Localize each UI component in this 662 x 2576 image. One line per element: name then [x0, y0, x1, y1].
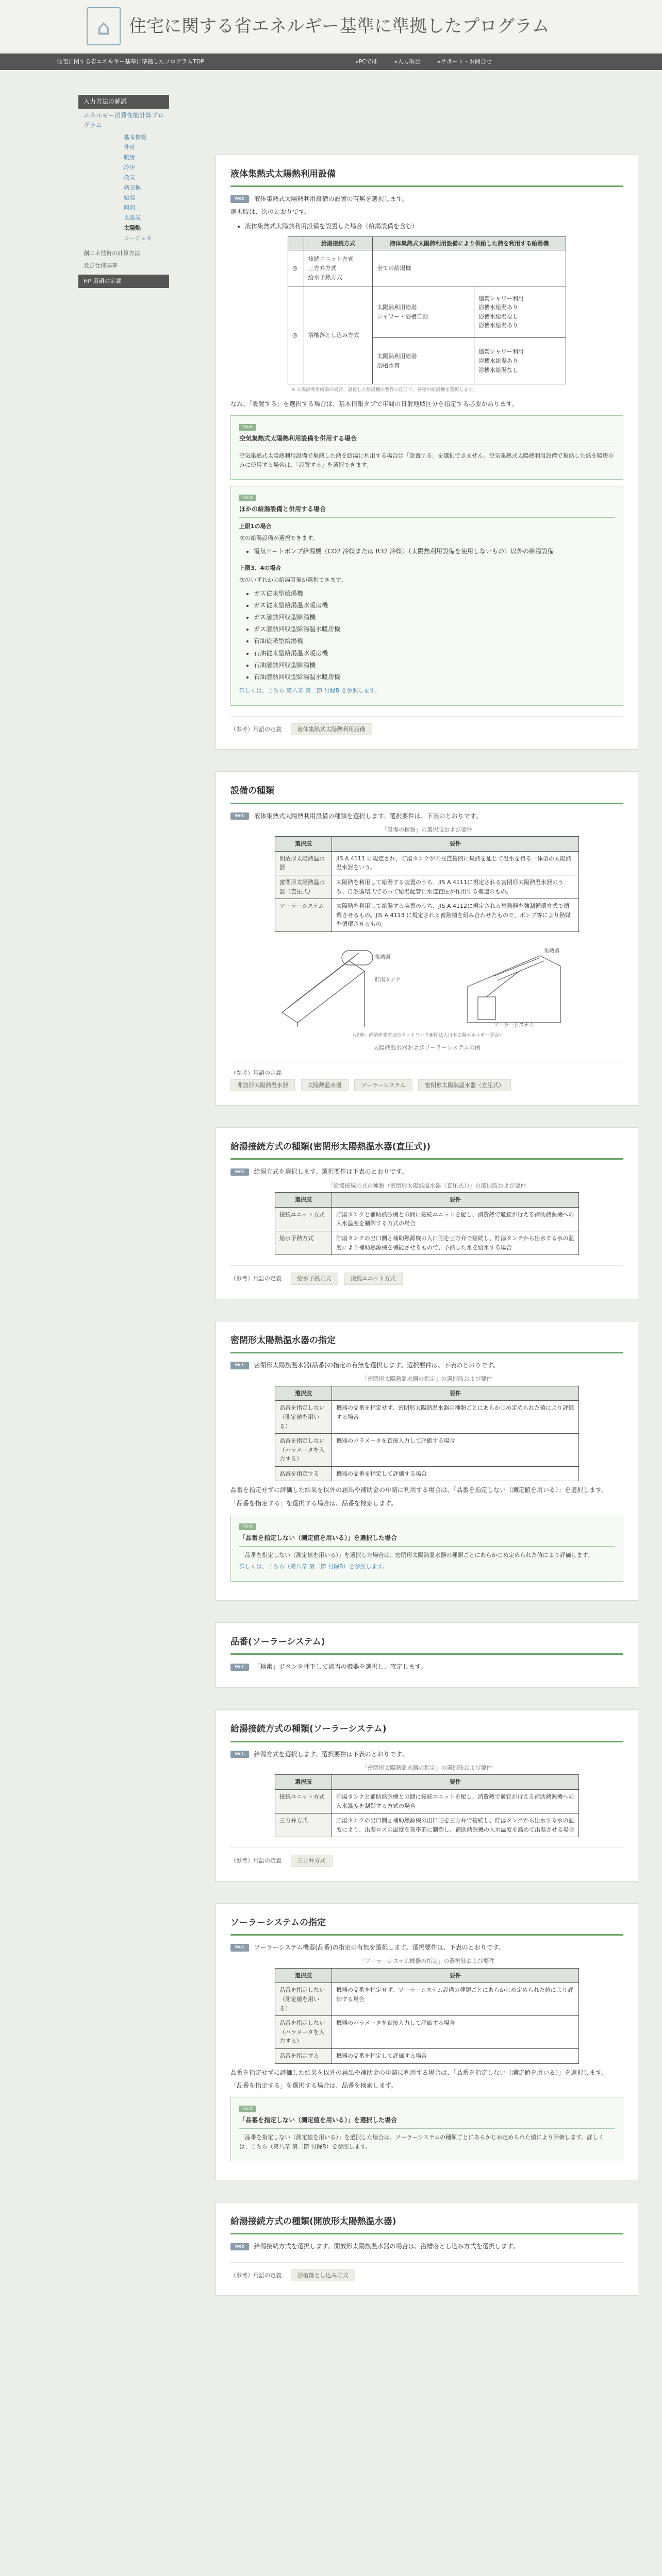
table-caption: 「密閉形太陽熱温水器の指定」の選択肢および要件: [361, 1764, 492, 1771]
text: 「品番を指定する」を選択する場合は、品番を検索します。: [230, 2081, 398, 2089]
table-cell: 品番を指定しない（パラメータを入力する）: [275, 2016, 332, 2049]
web-tag: Web: [230, 1362, 249, 1369]
table-header: 選択肢: [275, 1386, 332, 1401]
table-cell: 浴槽落とし込み方式: [304, 286, 373, 384]
list-item: • ガス従来型給湯機: [254, 589, 615, 599]
text: 液体集熱式太陽熱利用設備の種類を選択します。選択要件は、下表のとおりです。: [254, 812, 482, 820]
glossary-ref: [230, 2262, 623, 2283]
glossary-ref: [230, 716, 623, 737]
point-tag: Point: [239, 1523, 256, 1530]
point-text: 空気集熱式太陽熱利用設備で集熱した熱を給湯に利用する場合は「設置する」を選択できません。空気集熱式太陽熱利用設備で集熱した熱を暖房のみに使用する場合は、「設置する」を選択できます。: [239, 452, 614, 468]
bullet-item: • 液体集熱式太陽熱利用設備を設置した場合（給湯設備を含む）: [245, 222, 623, 231]
table-header: 要件: [332, 1193, 579, 1208]
text: 給湯方式を選択します。選択要件は下表のとおりです。: [254, 1750, 408, 1758]
solar-diagram: [251, 940, 603, 1028]
point-box-air-solar: [230, 415, 623, 480]
table-row: [275, 1814, 579, 1837]
text: 給湯接続方式を選択します。開放形太陽熱温水器の場合は、浴槽落とし込み方式を選択します。: [254, 2243, 519, 2250]
text: 「品番を指定する」を選択する場合は、品番を検索します。: [230, 1499, 398, 1507]
glossary-ref: [230, 1848, 623, 1869]
text: ソーラーシステム機器(品番)の指定の有無を選択します。選択要件は、下表のとおりです。: [254, 1944, 505, 1952]
table-row: [275, 899, 579, 932]
section-title: 給湯接続方式の種類(開放形太陽熱温水器): [230, 2215, 623, 2234]
sidebar-item-hot-water[interactable]: 給湯: [124, 194, 135, 201]
list-item: • ガス従来型給湯温水暖房機: [254, 601, 615, 611]
list-item: • ガス潜熱回収型給湯機: [254, 613, 615, 622]
table-cell: 太陽熱を利用して給湯する装置のうち、JIS A 4112に規定される集熱器を強制循環方式で循環させるもの。JIS A 4113 に規定される蓄熱槽を組み合わせたもので、ポンプ等により熱媒を循環させるもの。: [332, 899, 579, 932]
table-cell: 貯湯タンクと補助熱源機との間に接続ユニットを配し、消費熱で適宜が行える補助熱源機への入水温度を制御する方式の場合: [332, 1789, 579, 1813]
sidebar-item-creation[interactable]: 創エネ技術の計算方法: [84, 250, 140, 257]
list-item: • ガス潜熱回収型給湯温水暖房機: [254, 624, 615, 634]
glossary-ref: [230, 1063, 623, 1093]
table-header: 選択肢: [275, 837, 332, 852]
sidebar-item-program[interactable]: エネルギー消費性能計算プログラム: [84, 112, 164, 129]
text: 品番を指定せずに評価した結果を以外の届出や補助金の申請に利用する場合は、「品番を指定しない（測定値を用いる）」を選択します。: [230, 1486, 608, 1494]
point-text: 次の給湯設備が選択できます。: [239, 534, 319, 541]
table-row: [288, 286, 566, 338]
section-equipment-type: [216, 771, 638, 1106]
section-sealed-spec: [216, 1321, 638, 1601]
table-cell: 三方弁方式: [275, 1814, 332, 1837]
table-row: [275, 1789, 579, 1813]
section-connection-solar-system: [216, 1709, 638, 1882]
list-item: • 石油従来型給湯機: [254, 636, 615, 646]
web-tag: Web: [230, 1751, 249, 1758]
text: 液体集熱式太陽熱利用設備の設置の有無を選択します。: [254, 195, 408, 203]
house-icon[interactable]: ⌂: [87, 7, 121, 45]
section-title: ソーラーシステムの指定: [230, 1916, 623, 1936]
point-text: 「品番を指定しない（測定値を用いる）」を選択した場合は、ソーラーシステムの種類ごとにあらかじめ定められた値により評価します。詳しくは、こちら（第八章 第二節 付録B）を参照します。: [239, 2134, 604, 2150]
table-caption: 「設備の種類」の選択肢および要件: [382, 826, 472, 833]
table-cell: 太陽熱利用給湯 浴槽水有: [373, 338, 474, 384]
main-content: [216, 155, 638, 2317]
section-title: 密閉形太陽熱温水器の指定: [230, 1334, 623, 1353]
point-tag: Point: [239, 495, 256, 501]
web-tag: Web: [230, 812, 249, 820]
table-cell: 接続ユニット方式: [275, 1207, 332, 1231]
table-row: [275, 2016, 579, 2049]
point-subhead: 上限1の場合: [239, 523, 272, 530]
table-note: ※ 太陽熱利用給湯の場合、設置した給湯機の要件に応じて、各種の給湯機を選択します。: [291, 387, 477, 393]
sidebar-item-solar-thermal[interactable]: 太陽熱: [124, 224, 141, 231]
table-header: 要件: [332, 1775, 579, 1790]
sidebar-item-heating[interactable]: 暖房: [124, 154, 135, 161]
text: 給湯方式を選択します。選択要件は下表のとおりです。: [254, 1168, 408, 1176]
web-tag: Web: [230, 195, 249, 202]
web-tag: Web: [230, 1168, 249, 1176]
table-cell: 貯湯タンクと補助熱源機との間に接続ユニットを配し、消費熱で適宜が行える補助熱源機への入水温度を制御する方式の場合: [332, 1207, 579, 1231]
table-row: [275, 1466, 579, 1481]
text: 「検索」ボタンを押下して該当の機器を選択し、確定します。: [254, 1663, 427, 1671]
table-cell: 品番を指定しない（測定値を用いる）: [275, 1401, 332, 1434]
point-text: 次のいずれかの給湯設備が選択できます。: [239, 577, 347, 584]
sidebar-item-heat-exchange[interactable]: 熱交換: [124, 184, 141, 191]
table-cell: 太陽熱を利用して給湯する装置のうち、JIS A 4111に規定される密閉形太陽熱温水器のうち、自然循環式であって給湯配管に水道直圧が作用する構造のもの。: [332, 875, 579, 899]
glossary-chip[interactable]: 浴槽落とし込み方式: [291, 2269, 355, 2282]
section-liquid-solar: [216, 155, 638, 750]
list-item: • 石油潜熱回収型給湯温水暖房機: [254, 672, 615, 682]
detail-link[interactable]: 詳しくは、こちら（第八章 第二節 付録B）を参照します。: [239, 1563, 388, 1570]
nav-link-pc[interactable]: ▸ PCでは: [356, 57, 377, 66]
glossary-label: （参考）用語の定義: [230, 2272, 282, 2279]
table-cell: ソーラーシステム: [275, 899, 332, 932]
table-row: [275, 2049, 579, 2064]
table-cell: 太陽熱利用給湯 シャワー・浴槽自動: [373, 286, 474, 338]
sidebar-item-cooling[interactable]: 冷房: [124, 164, 135, 171]
diagram-source: （出典：経済産業省地方ネットワーク新団法人日本太陽エネルギー学会）: [350, 1033, 504, 1039]
table-cell: 追焚シャワー利用 浴槽水給湯あり 浴槽水給湯なし: [474, 338, 566, 384]
nav-site-link[interactable]: 住宅に関する省エネルギー基準に準拠したプログラムTOP: [57, 58, 204, 65]
table-caption: 「密閉形太陽熱温水器の指定」の選択肢および要件: [361, 1376, 492, 1383]
list-item: • 石油従来型給湯温水暖房機: [254, 649, 615, 658]
table-row: [275, 1983, 579, 2016]
table-cell: ◎: [288, 250, 304, 286]
table-row: [275, 1207, 579, 1231]
solar-diagram-illustration: [251, 940, 591, 1028]
section-connection-open: [216, 2202, 638, 2296]
table-cell: 貯湯タンクの出口側と補助熱源機の出口側を三方弁で接続し、貯湯タンクから出水する水の温度により、出湯ロスの温度を効率的に制御し、補助熱源機の入水温度を高めて出湯させる場合: [332, 1814, 579, 1837]
sidebar-item-envelope[interactable]: 外皮: [124, 144, 135, 151]
text: 密閉形太陽熱温水器(品番)の指定の有無を選択します。選択要件は、下表のとおりです。: [254, 1361, 500, 1369]
table-row: [275, 875, 579, 899]
table-cell: 密閉形太陽熱温水器（直圧式）: [275, 875, 332, 899]
point-title: 「品番を指定しない（測定値を用いる）」を選択した場合: [239, 2115, 615, 2129]
point-box-other-water-heater: [230, 486, 623, 706]
point-title: 「品番を指定しない（測定値を用いる）」を選択した場合: [239, 1533, 615, 1547]
section-title: 品番(ソーラーシステム): [230, 1635, 623, 1655]
table-caption: 「給湯接続方式の種類（密閉形太陽熱温水器（直圧式））」の選択肢および要件: [327, 1182, 526, 1189]
table-cell: 開放形太陽熱温水器: [275, 851, 332, 875]
point-text: 「品番を指定しない（測定値を用いる）」を選択した場合は、密閉形太陽熱温水器の種類ごとにあらかじめ定められた値により評価します。: [239, 1551, 593, 1558]
section-title: 給湯接続方式の種類(密閉形太陽熱温水器(直圧式)): [230, 1140, 623, 1160]
glossary-label: （参考）用語の定義: [230, 725, 282, 733]
table-header: 要件: [332, 1968, 579, 1983]
table-cell: ◎: [288, 286, 304, 384]
glossary-label: （参考）用語の定義: [230, 1857, 282, 1865]
glossary-chip[interactable]: 液体集熱式太陽熱利用設備: [291, 723, 372, 736]
glossary-chip[interactable]: 給水予熱方式: [291, 1273, 338, 1285]
nav-link-support[interactable]: ▸ サポート・お問合せ: [438, 57, 492, 66]
detail-link[interactable]: 詳しくは、こちら 第八章 第二節 付録B を参照します。: [239, 687, 380, 694]
section-title: 設備の種類: [230, 784, 623, 804]
nav-link-inputs[interactable]: ▸ 入力項目: [395, 57, 421, 66]
diagram-label: 集熱器: [544, 948, 559, 955]
top-nav: [0, 54, 662, 70]
glossary-chip[interactable]: 太陽熱温水器: [301, 1079, 349, 1092]
list-item: • 石油潜熱回収型給湯機: [254, 660, 615, 670]
glossary-chip[interactable]: 接続ユニット方式: [344, 1273, 403, 1285]
connection-table: [288, 236, 566, 385]
table-cell: 機器の品番を指定して評価する場合: [332, 2049, 579, 2064]
table-cell: 機器のパラメータを直接入力して評価する場合: [332, 2016, 579, 2049]
glossary-chip[interactable]: 密閉形太陽熱温水器（直圧式）: [418, 1079, 511, 1092]
section-solar-system-spec: [216, 1903, 638, 2180]
table-cell: 品番を指定しない（パラメータを入力する）: [275, 1434, 332, 1467]
sidebar-item-pv[interactable]: 太陽光: [124, 214, 141, 222]
text: 品番を指定せずに評価した結果を以外の届出や補助金の申請に利用する場合は、「品番を指定しない（測定値を用いる）」を選択します。: [230, 2069, 608, 2076]
table-cell: 貯湯タンクの出口側と補助熱源機の入口側を三方弁で接続し、貯湯タンクから出水する水の温度により補助熱源機を機能させるもので、予熱した水を給水する場合: [332, 1231, 579, 1255]
connection-type-table: [275, 1774, 579, 1837]
sidebar-item-spec[interactable]: 及び仕様基準: [84, 262, 118, 269]
table-row: [275, 851, 579, 875]
glossary-ref: [230, 1265, 623, 1286]
connection-type-table: [275, 1192, 579, 1255]
table-cell: 全ての給湯機: [373, 250, 566, 286]
point-box: [230, 1515, 623, 1582]
table-header: 選択肢: [275, 1775, 332, 1790]
diagram-label: 貯湯タンク: [375, 977, 401, 984]
table-header: 要件: [332, 1386, 579, 1401]
diagram-caption: 太陽熱温水器およびソーラーシステムの例: [373, 1044, 481, 1052]
point-subhead: 上限3、4の場合: [239, 565, 282, 572]
sidebar-item-cogeneration[interactable]: コージェネ: [124, 234, 152, 242]
glossary-chip[interactable]: 開放形太陽熱温水器: [230, 1079, 295, 1092]
sidebar-item-lighting[interactable]: 照明: [124, 204, 135, 211]
table-header: 給湯接続方式: [304, 236, 373, 250]
point-tag: Point: [239, 424, 256, 431]
point-tag: Point: [239, 2106, 256, 2112]
sidebar-item-basic[interactable]: 基本情報: [124, 133, 146, 141]
table-cell: 品番を指定する: [275, 2049, 332, 2064]
table-row: [275, 1231, 579, 1255]
table-cell: 機器のパラメータを直接入力して評価する場合: [332, 1434, 579, 1467]
section-solar-system-model: [216, 1622, 638, 1688]
web-tag: Web: [230, 2243, 249, 2250]
bullet-item: • 電気ヒートポンプ給湯機（CO2 冷媒または R32 冷媒）（太陽熱利用設備を使用しないもの）以外の給湯設備: [254, 547, 615, 556]
table-caption: 「ソーラーシステム機器の指定」の選択肢および要件: [359, 1958, 495, 1965]
site-title: 住宅に関する省エネルギー基準に準拠したプログラム: [129, 15, 550, 37]
table-row: [275, 1434, 579, 1467]
glossary-chip[interactable]: ソーラーシステム: [354, 1079, 412, 1092]
web-tag: Web: [230, 1944, 249, 1951]
table-cell: 給水予熱方式: [275, 1231, 332, 1255]
table-cell: JIS A 4111 に規定され、貯湯タンクが内在直接的に集熱を通じて温水を得る一体型の太陽熱温水器をいう。: [332, 851, 579, 875]
table-cell: 品番を指定する: [275, 1466, 332, 1481]
sidebar: [78, 95, 169, 288]
point-title: 空気集熱式太陽熱利用設備を併用する場合: [239, 434, 615, 447]
spec-table: [275, 1968, 579, 2064]
table-cell: 機器の品番を指定して評価する場合: [332, 1466, 579, 1481]
section-title: 給湯接続方式の種類(ソーラーシステム): [230, 1722, 623, 1742]
glossary-label: （参考）用語の定義: [230, 1070, 282, 1077]
point-title: ほかの給湯設備と併用する場合: [239, 504, 615, 518]
table-cell: 機器の品番を指定せず、密閉形太陽熱温水器の種類ごとにあらかじめ定められた値により評価する場合: [332, 1401, 579, 1434]
web-tag: Web: [230, 1664, 249, 1671]
spec-table: [275, 1386, 579, 1482]
equipment-type-table: [275, 836, 579, 932]
site-header: [0, 0, 662, 54]
table-header: 選択肢: [275, 1968, 332, 1983]
table-cell: 接続ユニット方式: [275, 1789, 332, 1813]
table-cell: 追焚シャワー利用 浴槽水給湯あり 浴槽水給湯なし 浴槽水給湯あり: [474, 286, 566, 338]
table-row: [275, 1401, 579, 1434]
diagram-label: ソーラーシステム: [493, 1023, 534, 1028]
text: なお、「設置する」を選択する場合は、基本情報タブで年間の日射地域区分を指定する必要があります。: [230, 400, 518, 408]
diagram-label: 集熱器: [375, 955, 390, 961]
sidebar-item-ventilation[interactable]: 換気: [124, 174, 135, 181]
table-header: 選択肢: [275, 1193, 332, 1208]
table-header: 要件: [332, 837, 579, 852]
sidebar-head-guide[interactable]: 入力方法の解説: [78, 95, 169, 109]
table-cell: 接続ユニット方式 三方弁方式 給水予熱方式: [304, 250, 373, 286]
text: 選択肢は、次のとおりです。: [230, 208, 311, 216]
section-connection-sealed: [216, 1127, 638, 1299]
sidebar-glossary-button[interactable]: HP 用語の定義: [78, 275, 169, 288]
point-box: [230, 2097, 623, 2161]
table-row: [288, 250, 566, 286]
section-title: 液体集熱式太陽熱利用設備: [230, 167, 623, 187]
table-header: 液体集熱式太陽熱利用設備により供給した熱を利用する給湯機: [373, 236, 566, 250]
glossary-label: （参考）用語の定義: [230, 1275, 282, 1282]
glossary-chip[interactable]: 三方弁方式: [291, 1855, 333, 1867]
table-cell: 機器の品番を指定せず、ソーラーシステム設備の種類ごとにあらかじめ定められた値により評価する場合: [332, 1983, 579, 2016]
table-cell: 品番を指定しない（測定値を用いる）: [275, 1983, 332, 2016]
